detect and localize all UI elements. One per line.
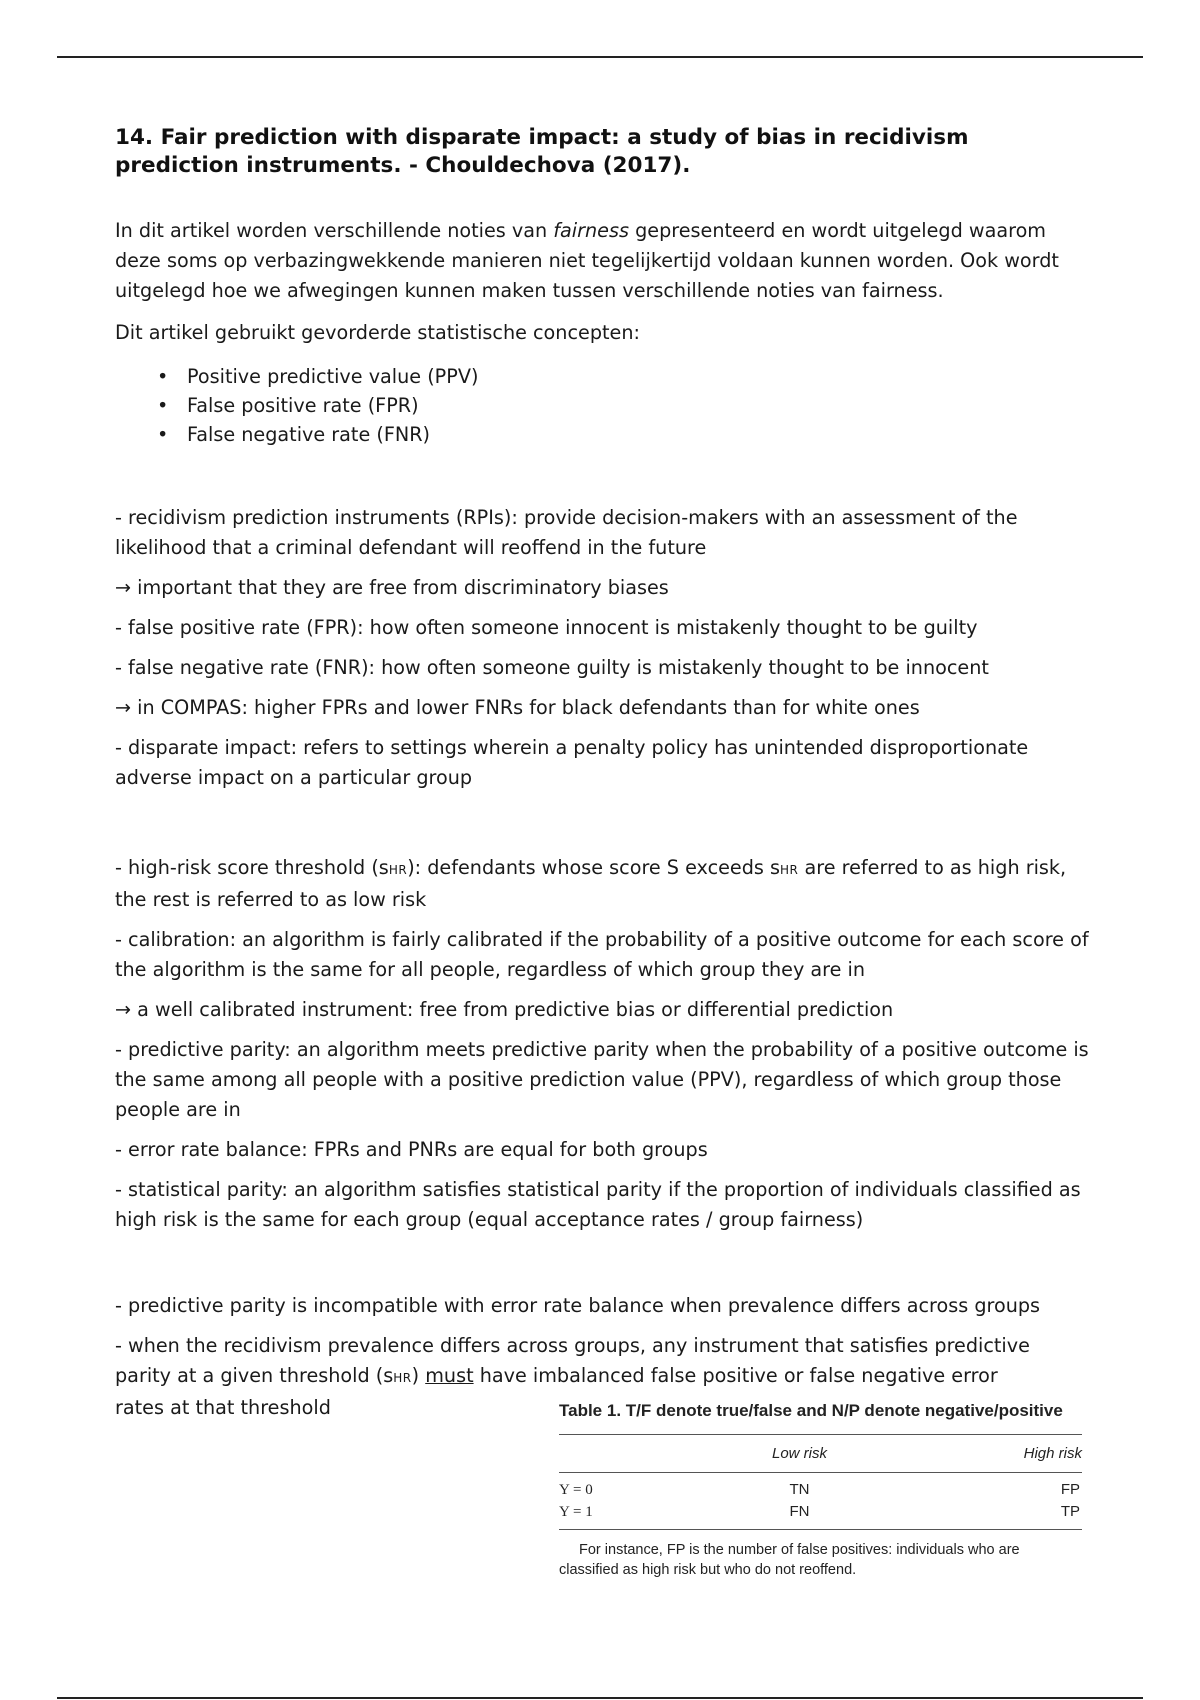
top-rule xyxy=(57,56,1143,58)
list-item: • False negative rate (FNR) xyxy=(157,420,1090,449)
bottom-rule xyxy=(57,1697,1143,1699)
concepts-intro: Dit artikel gebruikt gevorderde statistische concepten: xyxy=(115,321,640,344)
error-rate-balance-definition: - error rate balance: FPRs and PNRs are equal for both groups xyxy=(115,1138,708,1161)
bias-note: → important that they are free from discriminatory biases xyxy=(115,576,669,599)
intro-paragraph xyxy=(115,216,1090,306)
disparate-impact-definition: - disparate impact: refers to settings wherein a penalty policy has unintended disproportionate adverse impact on a particular group xyxy=(115,736,1029,789)
table-figure xyxy=(559,1400,1082,1580)
compas-note: → in COMPAS: higher FPRs and lower FNRs for black defendants than for white ones xyxy=(115,696,920,719)
document-body xyxy=(115,124,1090,1433)
column-header-high-risk: High risk xyxy=(1023,1445,1082,1462)
prevalence-note: - when the recidivism prevalence differs across groups, any instrument that satisfies predictive parity at a given threshold (sHR) must have imbalanced false positive or false negative error xyxy=(115,1334,1030,1387)
threshold-definition: - high-risk score threshold (sHR): defendants whose score S exceeds sHR are referred to as high risk, the rest is referred to as low risk xyxy=(115,856,1067,911)
table-row: Y = 0 TN FP xyxy=(559,1481,1080,1498)
statistical-parity-definition: - statistical parity: an algorithm satisfies statistical parity if the proportion of individuals classified as high risk is the same for each group (equal acceptance rates / group fairness) xyxy=(115,1178,1081,1231)
list-item: • False positive rate (FPR) xyxy=(157,391,1090,420)
fnr-definition: - false negative rate (FNR): how often someone guilty is mistakenly thought to be innocent xyxy=(115,656,989,679)
fpr-definition: - false positive rate (FPR): how often someone innocent is mistakenly thought to be guilty xyxy=(115,616,978,639)
intro-text-b: gepresenteerd en wordt uitgelegd waarom deze soms op verbazingwekkende manieren niet tegelijkertijd voldaan kunnen worden. Ook wordt uitgelegd hoe we afwegingen kunnen maken tussen verschillende noties van fairness. xyxy=(115,219,1059,302)
rpi-definition: - recidivism prediction instruments (RPIs): provide decision-makers with an assessment of the likelihood that a criminal defendant will reoffend in the future xyxy=(115,506,1018,559)
concepts-list xyxy=(115,362,1090,449)
predictive-parity-definition: - predictive parity: an algorithm meets predictive parity when the probability of a positive outcome is the same among all people with a positive prediction value (PPV), regardless of which group those people are in xyxy=(115,1038,1089,1121)
table-caption: Table 1. T/F denote true/false and N/P denote negative/positive xyxy=(559,1401,1063,1420)
intro-text-a: In dit artikel worden verschillende noties van xyxy=(115,219,554,242)
table-note: For instance, FP is the number of false positives: individuals who are classified as high risk but who do not reoffend. xyxy=(559,1542,1020,1578)
calibration-definition: - calibration: an algorithm is fairly calibrated if the probability of a positive outcome for each score of the algorithm is the same for all people, regardless of which group they are in xyxy=(115,928,1089,981)
confusion-table xyxy=(559,1435,1082,1530)
incompatibility-note: - predictive parity is incompatible with error rate balance when prevalence differs across groups xyxy=(115,1294,1041,1317)
list-item: • Positive predictive value (PPV) xyxy=(157,362,1090,391)
intro-emphasis: fairness xyxy=(553,219,629,242)
column-header-low-risk: Low risk xyxy=(771,1445,827,1462)
page-title: 14. Fair prediction with disparate impact: a study of bias in recidivism prediction instruments. - Chouldechova (2017). xyxy=(115,125,969,178)
table-row: Y = 1 FN TP xyxy=(559,1503,1080,1520)
prevalence-note-end: rates at that threshold xyxy=(115,1396,331,1419)
well-calibrated-note: → a well calibrated instrument: free from predictive bias or differential prediction xyxy=(115,998,894,1021)
